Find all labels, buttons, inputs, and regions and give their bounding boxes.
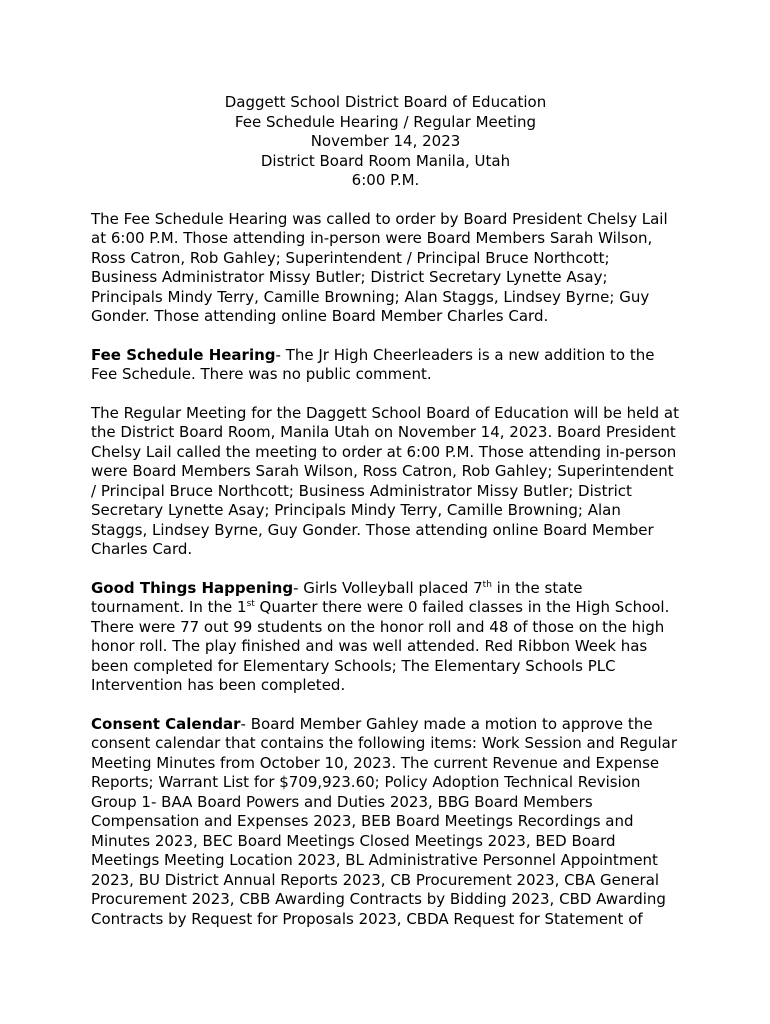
good-things-text-3: Quarter there were 0 failed classes in the High School. There were 77 out 99 students on the honor roll and 48 of those on the high honor roll. The play finished and was well attended. Red Ribbon Week has been completed for Elementary Schools; The Elementary Schools PLC Intervention has been completed. bbox=[91, 598, 670, 694]
header-title: Daggett School District Board of Education bbox=[224, 93, 547, 111]
header-time: 6:00 P.M. bbox=[351, 171, 420, 189]
good-things-heading: Good Things Happening bbox=[91, 578, 294, 597]
paragraph-call-to-order: The Fee Schedule Hearing was called to order by Board President Chelsy Lail at 6:00 P.M. Those attending in-person were Board Members Sarah Wilson, Ross Catron, Rob Gahley; Superintendent / Principal Bruce Northcott; Business Administrator Missy Butler; District Secretary Lynette Asay; Principals Mindy Terry, Camille Browning; Alan Staggs, Lindsey Byrne; Guy Gonder. Those attending online Board Member Charles Card. bbox=[91, 209, 668, 325]
header-date: November 14, 2023 bbox=[310, 132, 461, 150]
header-location: District Board Room Manila, Utah bbox=[260, 151, 511, 170]
consent-calendar-text: - Board Member Gahley made a motion to approve the consent calendar that contains the following items: Work Session and Regular Meeting Minutes from October 10, 2023. The current Revenue and Expense Reports; Warrant List for $709,923.60; Policy Adoption Technical Revision Group 1- BAA Board Powers and Duties 2023, BBG Board Members Compensation and Expenses 2023, BEB Board Meetings Recordings and Minutes 2023, BEC Board Meetings Closed Meetings 2023, BED Board Meetings Meeting Location 2023, BL Administrative Personnel Appointment 2023, BU District Annual Reports 2023, CB Procurement 2023, CBA General Procurement 2023, CBB Awarding Contracts by Bidding 2023, CBD Awarding Contracts by Request for Proposals 2023, CBDA Request for Statement of bbox=[91, 714, 677, 928]
good-things-sup-2: st bbox=[246, 599, 255, 609]
consent-calendar-heading: Consent Calendar bbox=[91, 714, 241, 733]
paragraph-good-things bbox=[91, 579, 680, 696]
good-things-sup-1: th bbox=[482, 579, 492, 590]
good-things-text-2: in the state tournament. In the 1 bbox=[91, 578, 583, 616]
good-things-text-1: - Girls Volleyball placed 7 bbox=[293, 578, 483, 597]
paragraph-fee-schedule bbox=[91, 346, 680, 385]
paragraph-regular-meeting: The Regular Meeting for the Daggett School Board of Education will be held at the District Board Room, Manila Utah on November 14, 2023. Board President Chelsy Lail called the meeting to order at 6:00 P.M. Those attending in-person were Board Members Sarah Wilson, Ross Catron, Rob Gahley; Superintendent / Principal Bruce Northcott; Business Administrator Missy Butler; District Secretary Lynette Asay; Principals Mindy Terry, Camille Browning; Alan Staggs, Lindsey Byrne, Guy Gonder. Those attending online Board Member Charles Card. bbox=[91, 403, 679, 558]
fee-schedule-heading: Fee Schedule Hearing bbox=[91, 345, 276, 364]
document-header bbox=[91, 93, 680, 191]
header-subtitle: Fee Schedule Hearing / Regular Meeting bbox=[234, 112, 537, 131]
fee-schedule-text: - The Jr High Cheerleaders is a new addition to the Fee Schedule. There was no public comment. bbox=[91, 345, 655, 383]
paragraph-consent-calendar bbox=[91, 715, 680, 930]
